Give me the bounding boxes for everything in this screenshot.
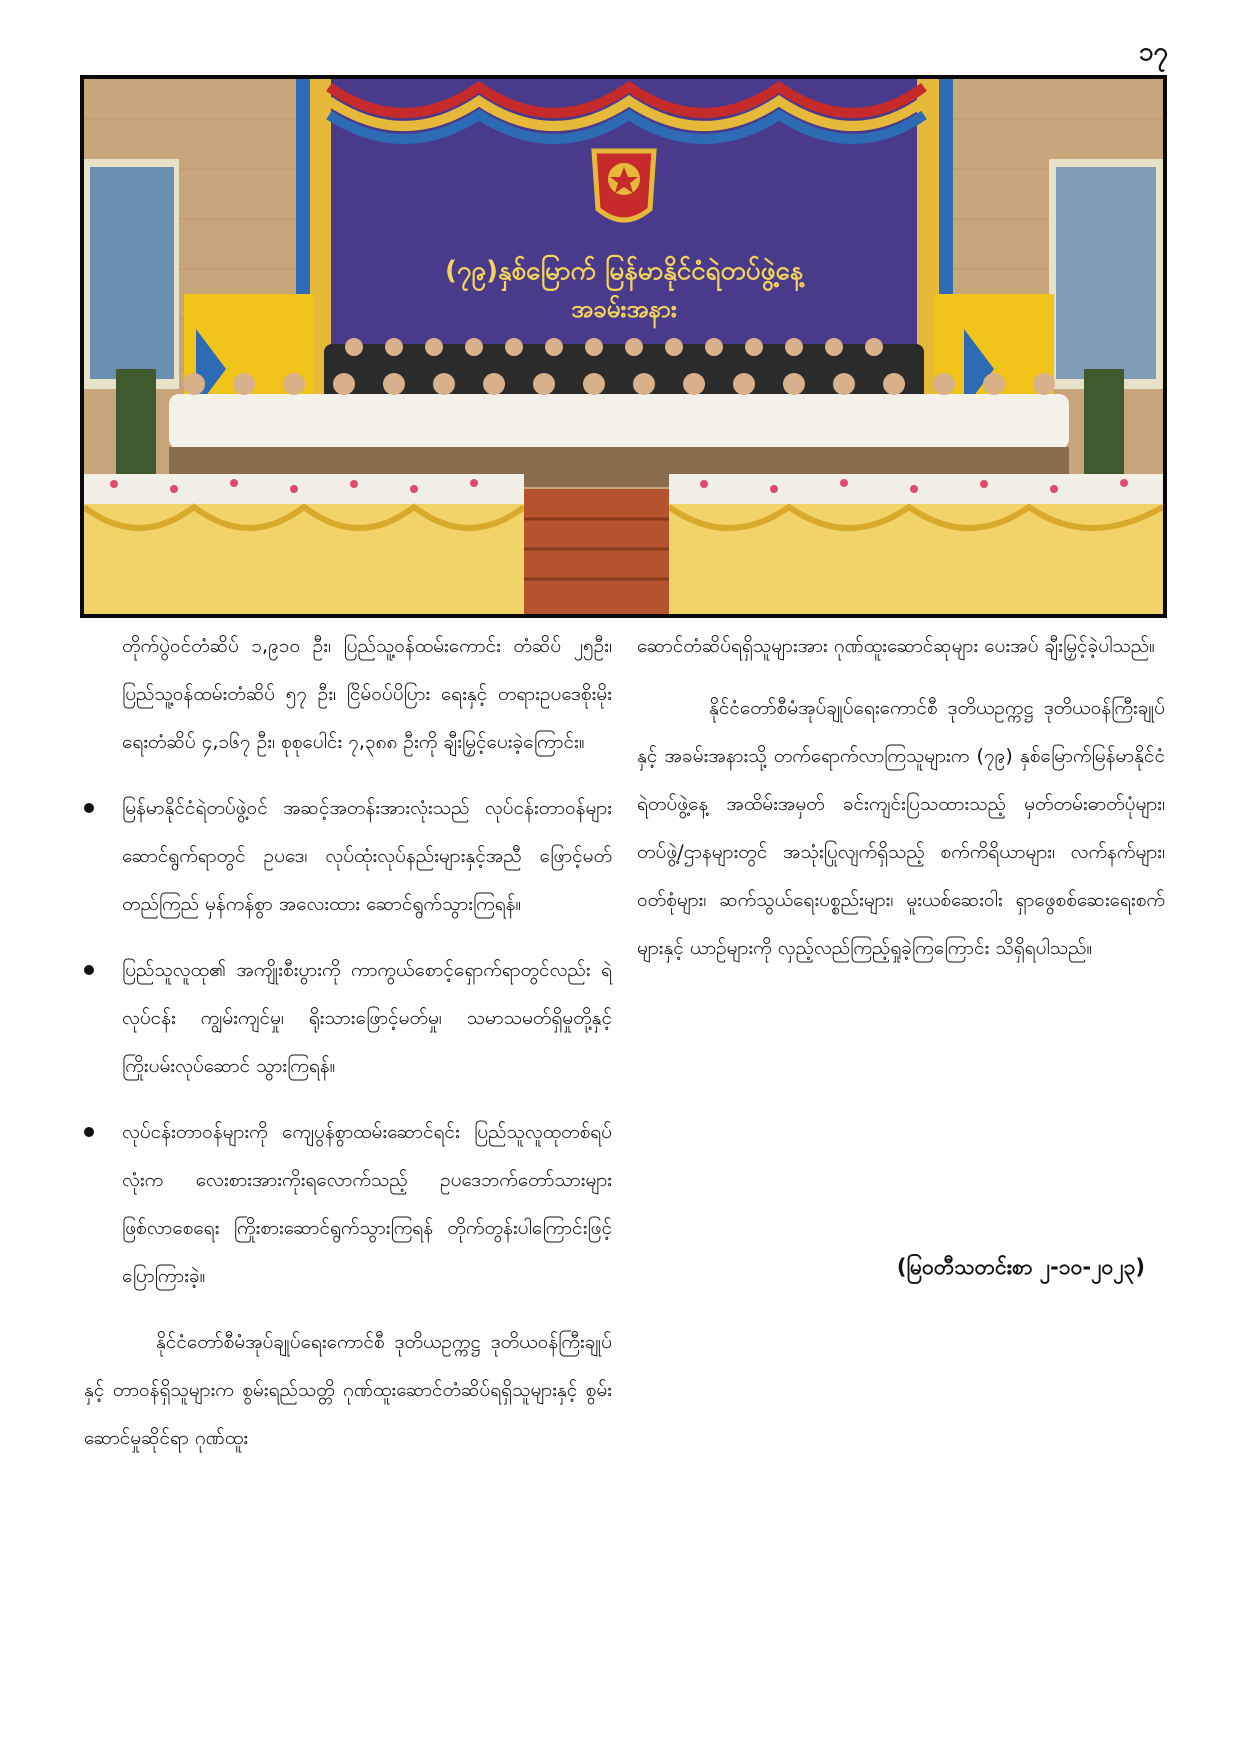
directive-list xyxy=(84,784,612,1300)
banner-line-2: အခမ်းအနား xyxy=(571,295,677,323)
bullet-icon xyxy=(84,965,94,975)
closing-paragraph: နိုင်ငံတော်စီမံအုပ်ချုပ်ရေးကောင်စီ ဒုတိယဥက္ကဋ္ဌ ဒုတိယဝန်ကြီးချုပ်နှင့် တာဝန်ရှိသူများက စွမ်းရည်သတ္တိ ဂုဏ်ထူးဆောင်တံဆိပ်ရရှိသူများနှင့် စွမ်းဆောင်မှုဆိုင်ရာ ဂုဏ်ထူး xyxy=(84,1331,612,1449)
right-continuation: ဆောင်တံဆိပ်ရရှိသူများအား ဂုဏ်ထူးဆောင်ဆုများ ပေးအပ် ချီးမြှင့်ခဲ့ပါသည်။ xyxy=(637,635,1155,657)
source-citation: (မြဝတီသတင်းစာ ၂-၁၀-၂၀၂၃) xyxy=(896,1255,1145,1279)
page-number: ၁၇ xyxy=(1138,37,1168,67)
list-item xyxy=(84,1108,612,1300)
ceremony-photo xyxy=(80,75,1167,618)
left-continuation: တိုက်ပွဲဝင်တံဆိပ် ၁,၉၁၀ ဦး၊ ပြည်သူ့ဝန်ထမ်းကောင်း တံဆိပ် ၂၅ဦး၊ ပြည်သူ့ဝန်ထမ်းတံဆိပ် ၅၇ ဦး၊ ငြိမ်ဝပ်ပိပြား ရေးနှင့် တရားဥပဒေစိုးမိုးရေးတံဆိပ် ၄,၁၆၇ ဦး၊ စုစုပေါင်း ၇,၃၈၈ ဦးကို ချီးမြှင့်ပေးခဲ့ကြောင်း။ xyxy=(122,635,612,753)
police-emblem-icon xyxy=(594,151,654,220)
bullet-text: မြန်မာနိုင်ငံရဲတပ်ဖွဲ့ဝင် အဆင့်အတန်းအားလုံးသည် လုပ်ငန်းတာဝန်များ ဆောင်ရွက်ရာတွင် ဥပဒေ၊ လုပ်ထုံးလုပ်နည်းများနှင့်အညီ ဖြောင့်မတ်တည်ကြည် မှန်ကန်စွာ အလေးထား ဆောင်ရွက်သွားကြရန်။ xyxy=(122,797,612,915)
left-column xyxy=(84,622,612,1476)
list-item xyxy=(84,784,612,928)
bullet-icon xyxy=(84,1127,94,1137)
right-paragraph: နိုင်ငံတော်စီမံအုပ်ချုပ်ရေးကောင်စီ ဒုတိယဥက္ကဋ္ဌ ဒုတိယဝန်ကြီးချုပ်နှင့် အခမ်းအနားသို့ တက်ရောက်လာကြသူများက (၇၉) နှစ်မြောက်မြန်မာနိုင်ငံရဲတပ်ဖွဲ့နေ့ အထိမ်းအမှတ် ခင်းကျင်းပြသထားသည့် မှတ်တမ်းဓာတ်ပုံများ၊ တပ်ဖွဲ့/ဌာနများတွင် အသုံးပြုလျက်ရှိသည့် စက်ကိရိယာများ၊ လက်နက်များ၊ ဝတ်စုံများ၊ ဆက်သွယ်ရေးပစ္စည်းများ၊ မူးယစ်ဆေးဝါး ရှာဖွေစစ်ဆေးရေးစက်များနှင့် ယာဉ်များကို လှည့်လည်ကြည့်ရှုခဲ့ကြကြောင်း သိရှိရပါသည်။ xyxy=(637,697,1165,959)
list-item xyxy=(84,946,612,1090)
bullet-text: လုပ်ငန်းတာဝန်များကို ကျေပွန်စွာထမ်းဆောင်ရင်း ပြည်သူလူထုတစ်ရပ်လုံးက လေးစားအားကိုးရလောက်သည့် ဥပဒေဘက်တော်သားများ ဖြစ်လာစေရေး ကြိုးစားဆောင်ရွက်သွားကြရန် တိုက်တွန်းပါကြောင်းဖြင့် ပြောကြားခဲ့။ xyxy=(122,1121,612,1287)
bullet-icon xyxy=(84,803,94,813)
banner-line-1: (၇၉)နှစ်မြောက် မြန်မာနိုင်ငံရဲတပ်ဖွဲ့နေ့ xyxy=(444,256,804,286)
bullet-text: ပြည်သူလူထု၏ အကျိုးစီးပွားကို ကာကွယ်စောင့်ရှောက်ရာတွင်လည်း ရဲလုပ်ငန်း ကျွမ်းကျင်မှု၊ ရိုးသားဖြောင့်မတ်မှု၊ သမာသမတ်ရှိမှုတို့နှင့် ကြိုးပမ်းလုပ်ဆောင် သွားကြရန်။ xyxy=(122,959,612,1077)
right-column xyxy=(637,622,1165,986)
